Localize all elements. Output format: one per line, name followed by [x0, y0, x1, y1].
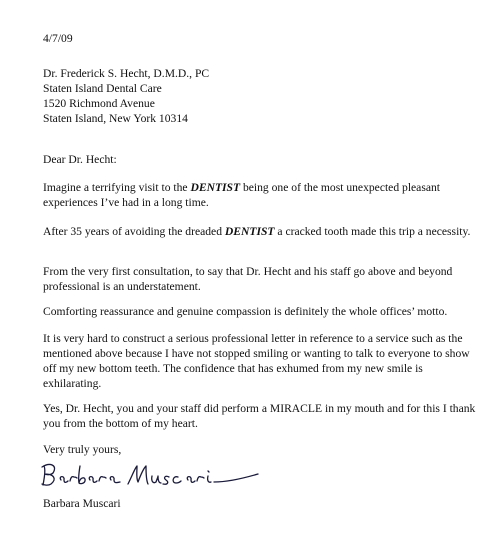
signer-name: Barbara Muscari — [43, 497, 121, 510]
paragraph-5-text: It is very hard to construct a serious professional letter in reference to a service such as the mentioned above because I have not stopped smiling or wanting to talk to everyone to show off my new bottom teeth. The confidence that has exhumed from my new smile is exhilarating. — [43, 332, 470, 390]
recipient-name: Dr. Frederick S. Hecht, D.M.D., PC — [43, 67, 210, 80]
paragraph-3 — [43, 264, 483, 294]
paragraph-2-text-after: a cracked tooth made this trip a necessity. — [274, 225, 471, 238]
paragraph-1-text-after: being one of the most unexpected pleasant experiences I’ve had in a long time. — [43, 181, 441, 209]
recipient-street: 1520 Richmond Avenue — [43, 97, 155, 110]
paragraph-3-text: From the very first consultation, to say that Dr. Hecht and his staff go above and beyond professional is an understatement. — [43, 265, 453, 293]
paragraph-2-emphasis: DENTIST — [224, 225, 275, 238]
paragraph-6 — [43, 401, 483, 431]
letter-date: 4/7/09 — [43, 32, 73, 45]
paragraph-1-text-before: Imagine a terrifying visit to the — [43, 181, 191, 194]
paragraph-5 — [43, 331, 483, 391]
paragraph-2 — [43, 224, 483, 239]
paragraph-2-text-before: After 35 years of avoiding the dreaded — [43, 225, 225, 238]
salutation: Dear Dr. Hecht: — [43, 153, 117, 166]
paragraph-1 — [43, 180, 483, 210]
handwritten-signature — [36, 456, 276, 492]
recipient-address-block — [43, 66, 209, 126]
paragraph-1-emphasis: DENTIST — [190, 181, 241, 194]
recipient-practice: Staten Island Dental Care — [43, 82, 162, 95]
recipient-city-state-zip: Staten Island, New York 10314 — [43, 112, 188, 125]
signature-text: Barbara Muscari — [36, 456, 43, 457]
closing: Very truly yours, — [43, 443, 122, 456]
paragraph-4 — [43, 304, 483, 319]
paragraph-4-text: Comforting reassurance and genuine compassion is definitely the whole offices’ motto. — [43, 305, 448, 318]
paragraph-6-text: Yes, Dr. Hecht, you and your staff did perform a MIRACLE in my mouth and for this I thank you from the bottom of my heart. — [43, 402, 476, 430]
